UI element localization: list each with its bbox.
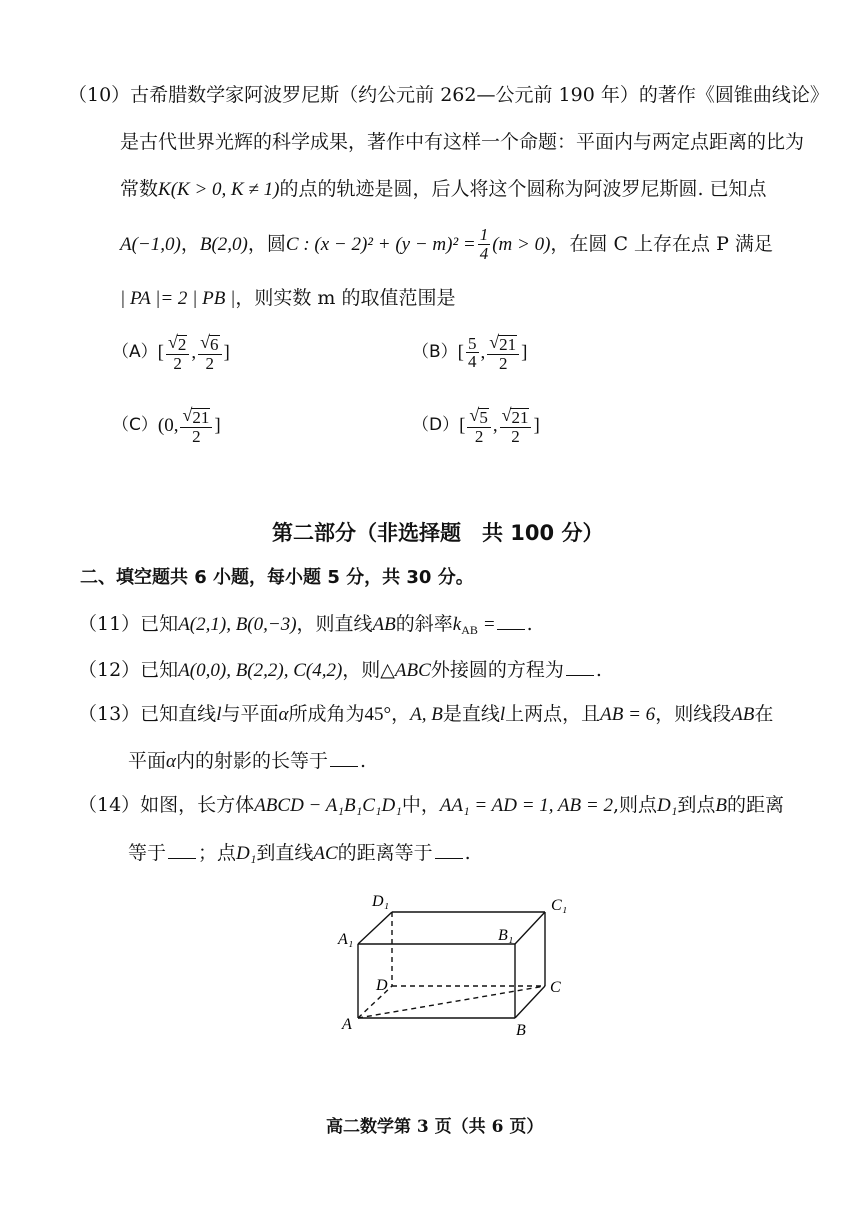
q13-mid-2: 所成角为	[288, 703, 365, 725]
q10-line-4	[120, 226, 773, 263]
q10-text-4: ，在圆 C 上存在点 P 满足	[550, 232, 773, 255]
q12-abc: ABC	[394, 660, 431, 681]
q10-k-condition: K(K > 0, K ≠ 1)	[158, 179, 280, 200]
q10-sep: ，	[180, 232, 200, 255]
frac-denominator: 4	[479, 243, 489, 263]
q14-pre: （14）如图，长方体	[78, 794, 255, 816]
q11-post: 的斜率	[395, 613, 453, 635]
q12-mid: ，则△	[342, 659, 395, 681]
frac-numerator: 1	[479, 225, 489, 244]
label-b1: B₁	[498, 927, 514, 944]
option-c-frac: √ 21 2	[180, 406, 212, 446]
q11-pre: （11）已知	[78, 613, 179, 635]
q14-answer-blank-1[interactable]	[168, 842, 196, 859]
q13-line-2: 平面α内的射影的长等于 .	[128, 750, 367, 772]
part2-title: 第二部分（非选择题 共 100 分）	[272, 521, 604, 545]
q14-line-1	[78, 796, 784, 815]
label-c: C	[550, 979, 561, 996]
q10-line-1	[68, 86, 829, 105]
q14-ac: AC	[313, 843, 338, 864]
q14-line-2: 等于 ；点D₁到直线AC的距离等于 .	[128, 842, 471, 864]
label-c1: C₁	[551, 897, 568, 914]
option-a-label: （A）	[112, 342, 158, 363]
q14-answer-blank-2[interactable]	[435, 842, 463, 859]
label-a1: A₁	[338, 931, 354, 948]
slope-k-letter: k	[452, 614, 462, 635]
label-b: B	[516, 1022, 526, 1039]
plane-alpha-2: α	[166, 751, 176, 772]
q12-answer-blank[interactable]	[566, 659, 594, 676]
option-c-label: （C）	[112, 415, 158, 436]
q11-mid: ，则直线	[296, 613, 373, 635]
option-d: （D） [ √ 5 2 , √ 21 2 ]	[412, 405, 540, 446]
option-b: （B） [ $\frac{5}{4}$ , √ 21 2 ]	[412, 332, 528, 373]
q13-ab-eq: AB = 6	[600, 704, 656, 725]
slope-k	[453, 614, 478, 635]
q12-post: 外接圆的方程为	[430, 659, 564, 681]
q10-line-5	[120, 289, 455, 308]
option-c: （C） (0, √ 21 2 ]	[112, 405, 221, 446]
pa-pb-condition: | PA |= 2 | PB |	[120, 288, 236, 309]
q14-line2-mid-2: 到直线	[256, 842, 314, 864]
q14-d1-2: D₁	[236, 843, 257, 864]
q14-mid-3: 到点	[677, 794, 716, 816]
q10-text-3b: 的点的轨迹是圆，后人将这个圆称为阿波罗尼斯圆. 已知点	[279, 178, 767, 200]
q10-text-3a: 常数	[120, 178, 159, 200]
label-d1: D₁	[372, 893, 390, 910]
q14-line2-pre: 等于	[128, 842, 167, 864]
option-d-label: （D）	[412, 415, 460, 436]
q11: （11）已知A(2,1), B(0,−3)，则直线AB的斜率$k_{AB}$ = .	[78, 613, 533, 637]
q13-mid-1: 与平面	[221, 703, 279, 725]
q14-mid-2: ,则点	[612, 794, 658, 816]
slope-k-sub: AB	[461, 623, 478, 637]
q10-circle-pre: ，圆	[247, 232, 286, 255]
q14-line2-mid: ；点	[198, 842, 237, 864]
q13-ab-2: AB	[731, 704, 755, 725]
plane-alpha: α	[278, 704, 289, 725]
q13-ab-points: A, B	[410, 704, 443, 725]
q13-line2-post: 内的射影的长等于	[176, 750, 329, 772]
edge-b1-c1	[515, 912, 545, 944]
section-header-text: 二、填空题共 6 小题，每小题 5 分，共 30 分。	[80, 567, 474, 588]
q14-conditions: AA₁ = AD = 1, AB = 2	[439, 795, 613, 816]
option-b-label: （B）	[412, 342, 458, 363]
q13-post: 在	[754, 703, 774, 725]
fraction-one-quarter	[478, 226, 491, 263]
edge-a1-d1	[358, 912, 392, 944]
q11-points: A(2,1), B(0,−3)	[178, 614, 297, 635]
option-a-frac-1: √ 2 2	[166, 333, 189, 373]
option-d-frac-1: √ 5 2	[467, 406, 490, 446]
q13-mid-5: 上两点，且	[505, 703, 601, 725]
q14-d1: D₁	[657, 795, 678, 816]
q11-eq: =	[483, 614, 495, 635]
q14-post: 的距离	[726, 794, 784, 816]
cuboid-name: ABCD − A₁B₁C₁D₁	[254, 795, 402, 816]
q12: （12）已知A(0,0), B(2,2), C(4,2)，则△ABC外接圆的方程为 .	[78, 659, 602, 681]
q10-text-5: ，则实数 m 的取值范围是	[235, 287, 456, 309]
option-b-frac-2: √ 21 2	[487, 333, 519, 373]
m-condition: (m > 0)	[492, 233, 551, 255]
line-l-2: l	[499, 704, 506, 725]
q10-text: （10）古希腊数学家阿波罗尼斯（约公元前 262—公元前 190 年）的著作《圆锥曲线论》	[68, 84, 829, 106]
line-l: l	[216, 704, 222, 725]
option-b-frac-1: $\frac{5}{4}$	[468, 333, 477, 372]
q13-line-1	[78, 705, 773, 724]
q13-mid-3: ，	[391, 703, 411, 725]
circle-equation: C : (x − 2)² + (y − m)² =	[285, 233, 476, 255]
q12-points: A(0,0), B(2,2), C(4,2)	[178, 660, 343, 681]
label-a: A	[342, 1016, 352, 1033]
q13-mid-6: ，则线段	[655, 703, 732, 725]
q13-mid-4: 是直线	[442, 703, 500, 725]
option-d-frac-2: √ 21 2	[500, 406, 532, 446]
fill-in-section-header	[80, 569, 474, 587]
q11-ab: AB	[372, 614, 396, 635]
q14-mid: 中，	[401, 794, 440, 816]
point-b: B(2,0)	[199, 233, 248, 255]
q10-text-2: 是古代世界光辉的科学成果，著作中有这样一个命题：平面内与两定点距离的比为	[120, 131, 805, 153]
angle-45: 45°	[364, 704, 392, 725]
q11-answer-blank[interactable]	[497, 613, 525, 630]
page-footer: 高二数学第 3 页（共 6 页）	[326, 1117, 544, 1137]
q10-line-2	[120, 133, 804, 152]
label-d: D	[376, 977, 388, 994]
option-a: （A） [ √ 2 2 , √ 6 2 ]	[112, 332, 230, 373]
q13-line2-pre: 平面	[128, 750, 167, 772]
option-a-frac-2: √ 6 2	[198, 333, 221, 373]
q13-pre: （13）已知直线	[78, 703, 217, 725]
q14-line2-post: 的距离等于	[337, 842, 433, 864]
q13-answer-blank[interactable]	[330, 750, 358, 767]
q14-b: B	[715, 795, 727, 816]
point-a: A(−1,0)	[120, 233, 181, 255]
cuboid-figure	[330, 890, 590, 1050]
q10-line-3	[120, 180, 767, 199]
q12-pre: （12）已知	[78, 659, 179, 681]
